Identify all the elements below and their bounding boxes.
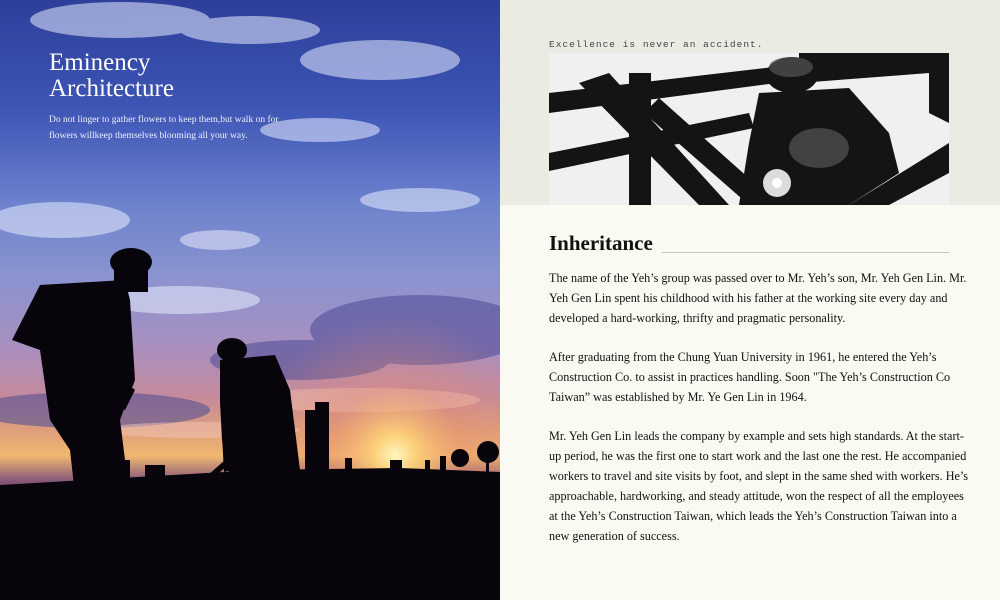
heading-divider [662,252,949,253]
paragraph-2: After graduating from the Chung Yuan University in 1961, he entered the Yeh’s Construction Co. to assist in practices handling. Soon "The Yeh’s Construction Co Taiwan” was established by Mr. Ye Gen Lin in 1964. [549,350,951,404]
page-title [49,50,174,102]
tagline: Excellence is never an accident. [549,39,764,50]
quote-text: Do not linger to gather flowers to keep them,but walk on for flowers willkeep themselves blooming all your way. [49,115,279,141]
paragraph-3: Mr. Yeh Gen Lin leads the company by example and sets high standards. At the start-up period, he was the first one to start work and the last one the rest. He accompanied workers to travel and site visits by foot, and slept in the same shed with workers. He’s approachable, hardworking, and steady attitude, won the respect of all the employees at the Yeh’s Construction Taiwan, which leads the Yeh’s Construction Taiwan into a new generation of success. [549,429,969,543]
title-line-2: Architecture [49,75,174,102]
welder-illustration [549,53,949,205]
welder-photo [549,53,949,205]
paragraph-1: The name of the Yeh’s group was passed over to Mr. Yeh’s son, Mr. Yeh Gen Lin. Mr. Yeh Gen Lin spent his childhood with his father at the working site every day and developed a hard-working, thrifty and pragmatic personality. [549,271,967,325]
title-line-1: Eminency [49,49,151,76]
body-text [549,268,969,565]
section-heading: Inheritance [549,231,653,255]
section-heading-row [549,231,949,257]
